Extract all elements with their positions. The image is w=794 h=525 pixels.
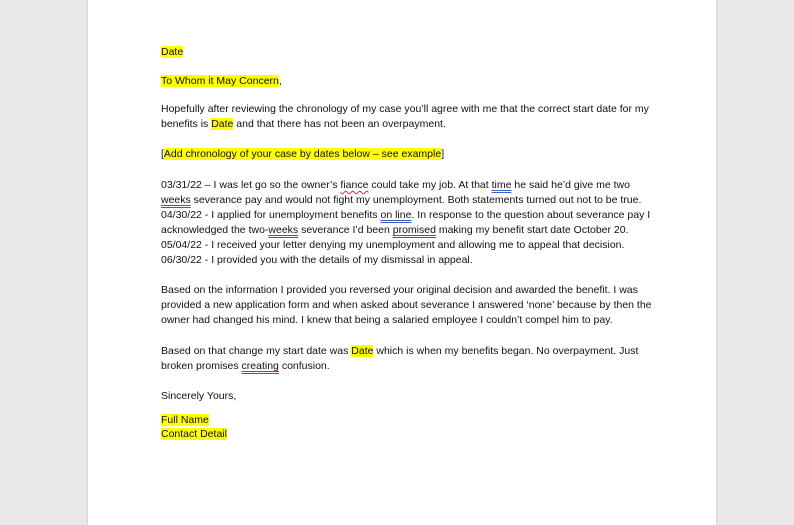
conclusion-line-2: [161, 359, 638, 374]
grammar-flag[interactable]: weeks: [268, 224, 299, 236]
chronology-entry-2-line-2: [161, 223, 650, 238]
salutation-text: To Whom it May Concern: [161, 75, 279, 87]
entry-text: 04/30/22 - I applied for unemployment benefits: [161, 209, 381, 221]
chronology-entry-1-line-2: [161, 193, 650, 208]
closing: [161, 389, 236, 404]
conclusion-line-1: [161, 344, 638, 359]
entry-text: . In response to the question about severance pay I: [411, 209, 651, 221]
conclusion-text: confusion.: [278, 360, 330, 372]
intro-line-2-post: and that there has not been an overpayment.: [233, 118, 446, 130]
chronology-entry-2-line-1: [161, 208, 650, 223]
grammar-flag[interactable]: on line: [380, 209, 412, 221]
salutation-comma: ,: [278, 75, 282, 87]
entry-text: could take my job. At that: [368, 179, 492, 191]
salutation: [161, 74, 282, 89]
entry-text: acknowledged the two-: [161, 224, 269, 236]
grammar-flag[interactable]: weeks: [161, 194, 191, 206]
conclusion-text: which is when my benefits began. No overpayment. Just: [373, 345, 639, 357]
conclusion-text: Based on that change my start date was: [161, 345, 352, 357]
chronology-entry-4: 06/30/22 - I provided you with the details of my dismissal in appeal.: [161, 254, 473, 266]
signature-contact-line: [161, 427, 227, 441]
prompt-text: Add chronology of your case by dates below – see example: [163, 148, 442, 160]
entry-text: severance I’d been: [298, 224, 393, 236]
document-page: [88, 0, 716, 525]
conclusion-date-placeholder: Date: [351, 345, 374, 357]
closing-text: Sincerely Yours,: [161, 390, 237, 402]
conclusion-text: broken promises: [161, 360, 242, 372]
signature-name: Full Name: [161, 414, 209, 426]
chronology-list: [161, 178, 650, 268]
signature-contact: Contact Detail: [161, 428, 227, 440]
intro-line-2-pre: benefits is: [161, 118, 212, 130]
conclusion-paragraph: [161, 344, 638, 374]
spelling-flag[interactable]: fiance: [340, 179, 369, 191]
date-line: [161, 45, 183, 60]
decision-line-2: provided a new application form and when asked about severance I answered ‘none’ because by then the: [161, 299, 652, 311]
entry-text: he said he’d give me two: [511, 179, 630, 191]
entry-text: 03/31/22 – I was let go so the owner’s: [161, 179, 341, 191]
signature-name-line: [161, 413, 227, 427]
prompt-open-bracket: [: [161, 148, 164, 160]
prompt-close-bracket: ]: [441, 148, 445, 160]
grammar-flag[interactable]: time: [491, 179, 512, 191]
chronology-prompt: [161, 147, 444, 162]
signature-block: [161, 413, 227, 441]
grammar-flag[interactable]: promised: [392, 224, 436, 236]
date-placeholder: Date: [161, 46, 184, 58]
chronology-entry-1-line-1: [161, 178, 650, 193]
intro-line-1: Hopefully after reviewing the chronology of my case you’ll agree with me that the correct start date for my: [161, 103, 649, 115]
decision-paragraph: [161, 283, 652, 328]
grammar-flag[interactable]: creating: [241, 360, 279, 372]
decision-line-3: owner had changed his mind. I knew that being a salaried employee I couldn’t compel him to pay.: [161, 314, 613, 326]
entry-text: severance pay and would not fight my unemployment. Both statements turned out not to be true.: [190, 194, 642, 206]
intro-date-placeholder: Date: [211, 118, 234, 130]
intro-paragraph: [161, 102, 649, 132]
entry-text: making my benefit start date October 20.: [435, 224, 629, 236]
chronology-entry-3: 05/04/22 - I received your letter denying my unemployment and allowing me to appeal that decision.: [161, 239, 625, 251]
intro-line-2: [161, 117, 649, 132]
decision-line-1: Based on the information I provided you reversed your original decision and awarded the benefit. I was: [161, 284, 638, 296]
